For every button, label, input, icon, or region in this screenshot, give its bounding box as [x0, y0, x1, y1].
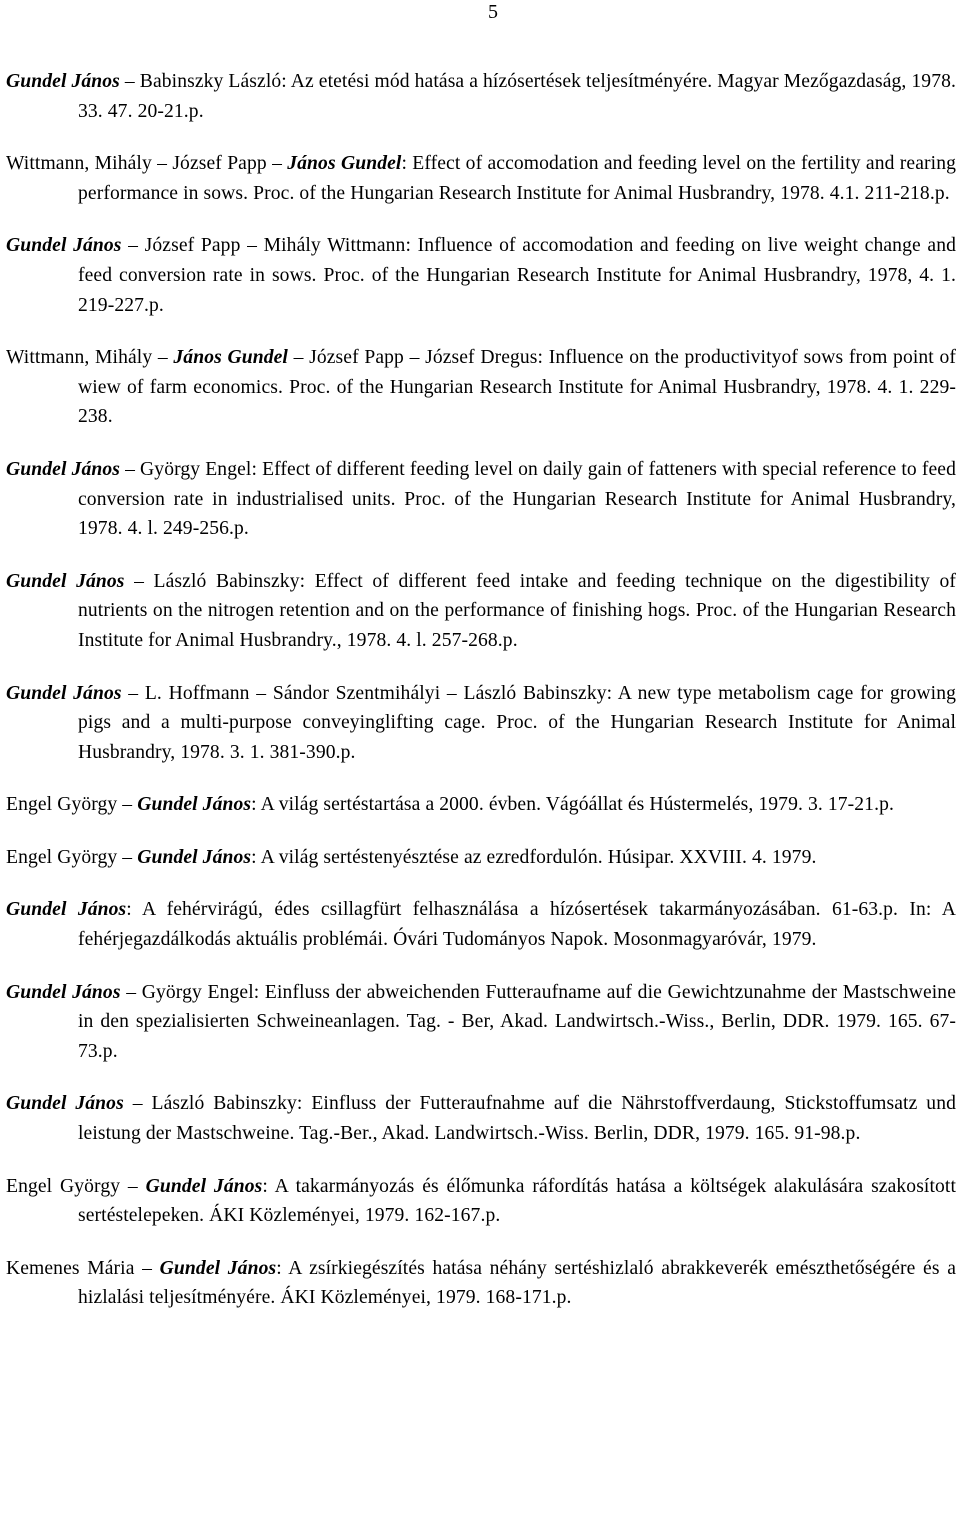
reference-text: – György Engel: Effect of different feeding level on daily gain of fatteners with special reference to feed conversion rate in industrialised units. Proc. of the Hungarian Research Institute for Animal Husbrandry, 1978. 4. l. 249-256.p.	[78, 458, 956, 540]
reference-entry	[6, 1089, 956, 1148]
reference-text: – L. Hoffmann – Sándor Szentmihályi – László Babinszky: A new type metabolism cage for growing pigs and a multi-purpose conveyinglifting cage. Proc. of the Hungarian Research Institute for Animal Husbrandry, 1978. 3. 1. 381-390.p.	[78, 682, 956, 763]
page-number: 5	[488, 1, 498, 23]
highlighted-author: Gundel János	[159, 1257, 277, 1279]
reference-entry	[6, 978, 956, 1067]
reference-text: : A zsírkiegészítés hatása néhány sertéshizlaló abrakkeverék emészthetőségére és a hizlalási teljesítményére. ÁKI Közleményei, 1979. 168-171.p.	[78, 1257, 956, 1309]
reference-text: : A világ sertéstartása a 2000. évben. Vágóállat és Hústermelés, 1979. 3. 17-21.p.	[251, 794, 894, 816]
reference-text: – László Babinszky: Effect of different feed intake and feeding technique on the digestibility of nutrients on the nitrogen retention and on the performance of finishing hogs. Proc. of the Hungarian Research Institute for Animal Husbrandry., 1978. 4. l. 257-268.p.	[78, 570, 956, 651]
highlighted-author: Gundel János	[6, 1093, 124, 1115]
reference-text: – László Babinszky: Einfluss der Futteraufnahme auf die Nährstoffverdaung, Stickstoffumsatz und leistung der Mastschweine. Tag.-Ber., Akad. Landwirtsch.-Wiss. Berlin, DDR, 1979. 165. 91-98.p.	[78, 1093, 956, 1145]
reference-text: – József Papp – József Dregus: Influence on the productivityof sows from point of wiew of farm economics. Proc. of the Hungarian Research Institute for Animal Husbrandry, 1978. 4. 1. 229-238.	[78, 347, 956, 428]
highlighted-author: Gundel János	[6, 71, 120, 92]
reference-text: Engel György –	[6, 846, 138, 868]
highlighted-author: Gundel János	[6, 899, 127, 921]
reference-text: – György Engel: Einfluss der abweichenden Futteraufname auf die Gewichtzunahme der Mastschweine in den spezialisierten Schweineanlagen. Tag. - Ber, Akad. Landwirtsch.-Wiss., Berlin, DDR. 1979. 165. 67-73.p.	[78, 981, 956, 1062]
reference-list	[6, 67, 956, 1336]
reference-entry	[6, 149, 956, 208]
reference-text: – Babinszky László: Az etetési mód hatása a hízósertések teljesítményére. Magyar Mezőgazdaság, 1978. 33. 47. 20-21.p.	[78, 71, 956, 122]
reference-text: Kemenes Mária –	[6, 1257, 160, 1279]
highlighted-author: Gundel János	[137, 794, 252, 816]
reference-entry	[6, 679, 956, 768]
highlighted-author: János Gundel	[173, 347, 288, 369]
reference-entry	[6, 790, 956, 820]
highlighted-author: Gundel János	[6, 682, 122, 704]
reference-text: : A világ sertéstenyésztése az ezredfordulón. Húsipar. XXVIII. 4. 1979.	[251, 846, 817, 868]
reference-entry	[6, 231, 956, 320]
highlighted-author: Gundel János	[6, 981, 121, 1003]
reference-entry	[6, 67, 956, 126]
reference-text: Wittmann, Mihály – József Papp –	[6, 153, 288, 175]
reference-entry	[6, 567, 956, 656]
reference-text: Engel György –	[6, 794, 138, 816]
highlighted-author: Gundel János	[6, 235, 122, 257]
highlighted-author: Gundel János	[145, 1175, 263, 1197]
reference-entry	[6, 1172, 956, 1231]
reference-text: Engel György –	[6, 1175, 146, 1197]
reference-entry	[6, 455, 956, 544]
reference-text: – József Papp – Mihály Wittmann: Influence of accomodation and feeding on live weight change and feed conversion rate in sows. Proc. of the Hungarian Research Institute for Animal Husbrandry, 1978, 4. 1. 219-227.p.	[78, 235, 956, 316]
highlighted-author: Gundel János	[137, 846, 252, 868]
reference-text: : A fehérvirágú, édes csillagfürt felhasználása a hízósertések takarmányozásában. 61-63.p. In: A fehérjegazdálkodás aktuális problémái. Óvári Tudományos Napok. Mosonmagyaróvár, 1979.	[78, 899, 956, 951]
reference-entry	[6, 843, 956, 873]
reference-text: : Effect of accomodation and feeding level on the fertility and rearing performance in sows. Proc. of the Hungarian Research Institute for Animal Husbrandry, 1978. 4.1. 211-218.p.	[78, 153, 956, 204]
highlighted-author: János Gundel	[287, 153, 402, 175]
highlighted-author: Gundel János	[6, 570, 125, 592]
reference-text: Wittmann, Mihály –	[6, 347, 174, 369]
reference-entry	[6, 895, 956, 954]
highlighted-author: Gundel János	[6, 458, 120, 480]
reference-text: : A takarmányozás és élőmunka ráfordítás hatása a költségek alakulására szakosított sertéstelepeken. ÁKI Közleményei, 1979. 162-167.p.	[78, 1175, 956, 1227]
reference-entry	[6, 343, 956, 432]
reference-entry	[6, 1254, 956, 1313]
